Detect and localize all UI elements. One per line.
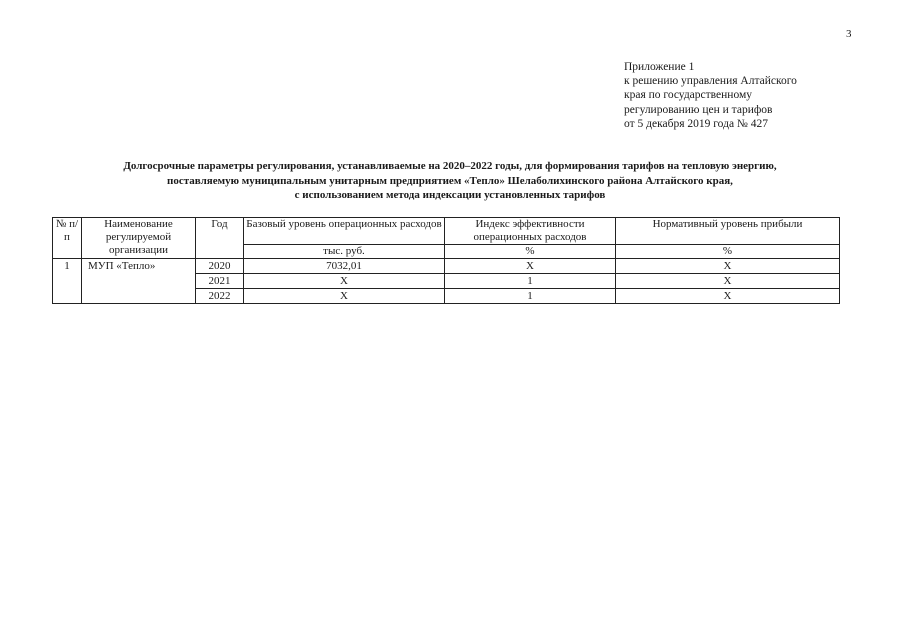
cell-year: 2020 (196, 259, 244, 274)
title-line: с использованием метода индексации установленных тарифов (294, 189, 606, 201)
unit-profit-level: % (616, 245, 840, 259)
cell-base-level: 7032,01 (244, 259, 445, 274)
unit-efficiency-index: % (445, 245, 616, 259)
cell-profit-level: X (616, 259, 840, 274)
appendix-line: от 5 декабря 2019 года № 427 (624, 117, 769, 130)
cell-base-level: X (244, 274, 445, 289)
cell-profit-level: X (616, 289, 840, 304)
appendix-block (624, 60, 797, 131)
table-header-row (53, 218, 840, 245)
appendix-line: Приложение 1 (624, 61, 695, 73)
cell-efficiency-index: X (445, 259, 616, 274)
header-efficiency-index: Индекс эффективности операционных расходов (445, 218, 616, 245)
header-organization: Наименование регулируемой организации (82, 218, 196, 259)
appendix-line: к решению управления Алтайского (624, 75, 797, 88)
title-line: Долгосрочные параметры регулирования, устанавливаемые на 2020–2022 годы, для формирования тарифов на тепловую энергию, (123, 160, 777, 172)
row-number: 1 (53, 259, 82, 304)
cell-efficiency-index: 1 (445, 274, 616, 289)
cell-base-level: X (244, 289, 445, 304)
title-line: поставляемую муниципальным унитарным предприятием «Тепло» Шелаболихинского района Алтайского края, (167, 174, 733, 187)
cell-year: 2022 (196, 289, 244, 304)
document-title (30, 159, 870, 203)
header-year: Год (196, 218, 244, 259)
header-base-level: Базовый уровень операционных расходов (244, 218, 445, 245)
table-row (53, 259, 840, 274)
appendix-line: регулированию цен и тарифов (624, 103, 773, 116)
organization-name: МУП «Тепло» (82, 259, 196, 304)
unit-base-level: тыс. руб. (244, 245, 445, 259)
page-number: 3 (846, 28, 852, 40)
cell-profit-level: X (616, 274, 840, 289)
cell-year: 2021 (196, 274, 244, 289)
header-num: № п/п (53, 218, 82, 259)
cell-efficiency-index: 1 (445, 289, 616, 304)
header-profit-level: Нормативный уровень прибыли (616, 218, 840, 245)
appendix-line: края по государственному (624, 89, 752, 102)
parameters-table (52, 217, 840, 304)
